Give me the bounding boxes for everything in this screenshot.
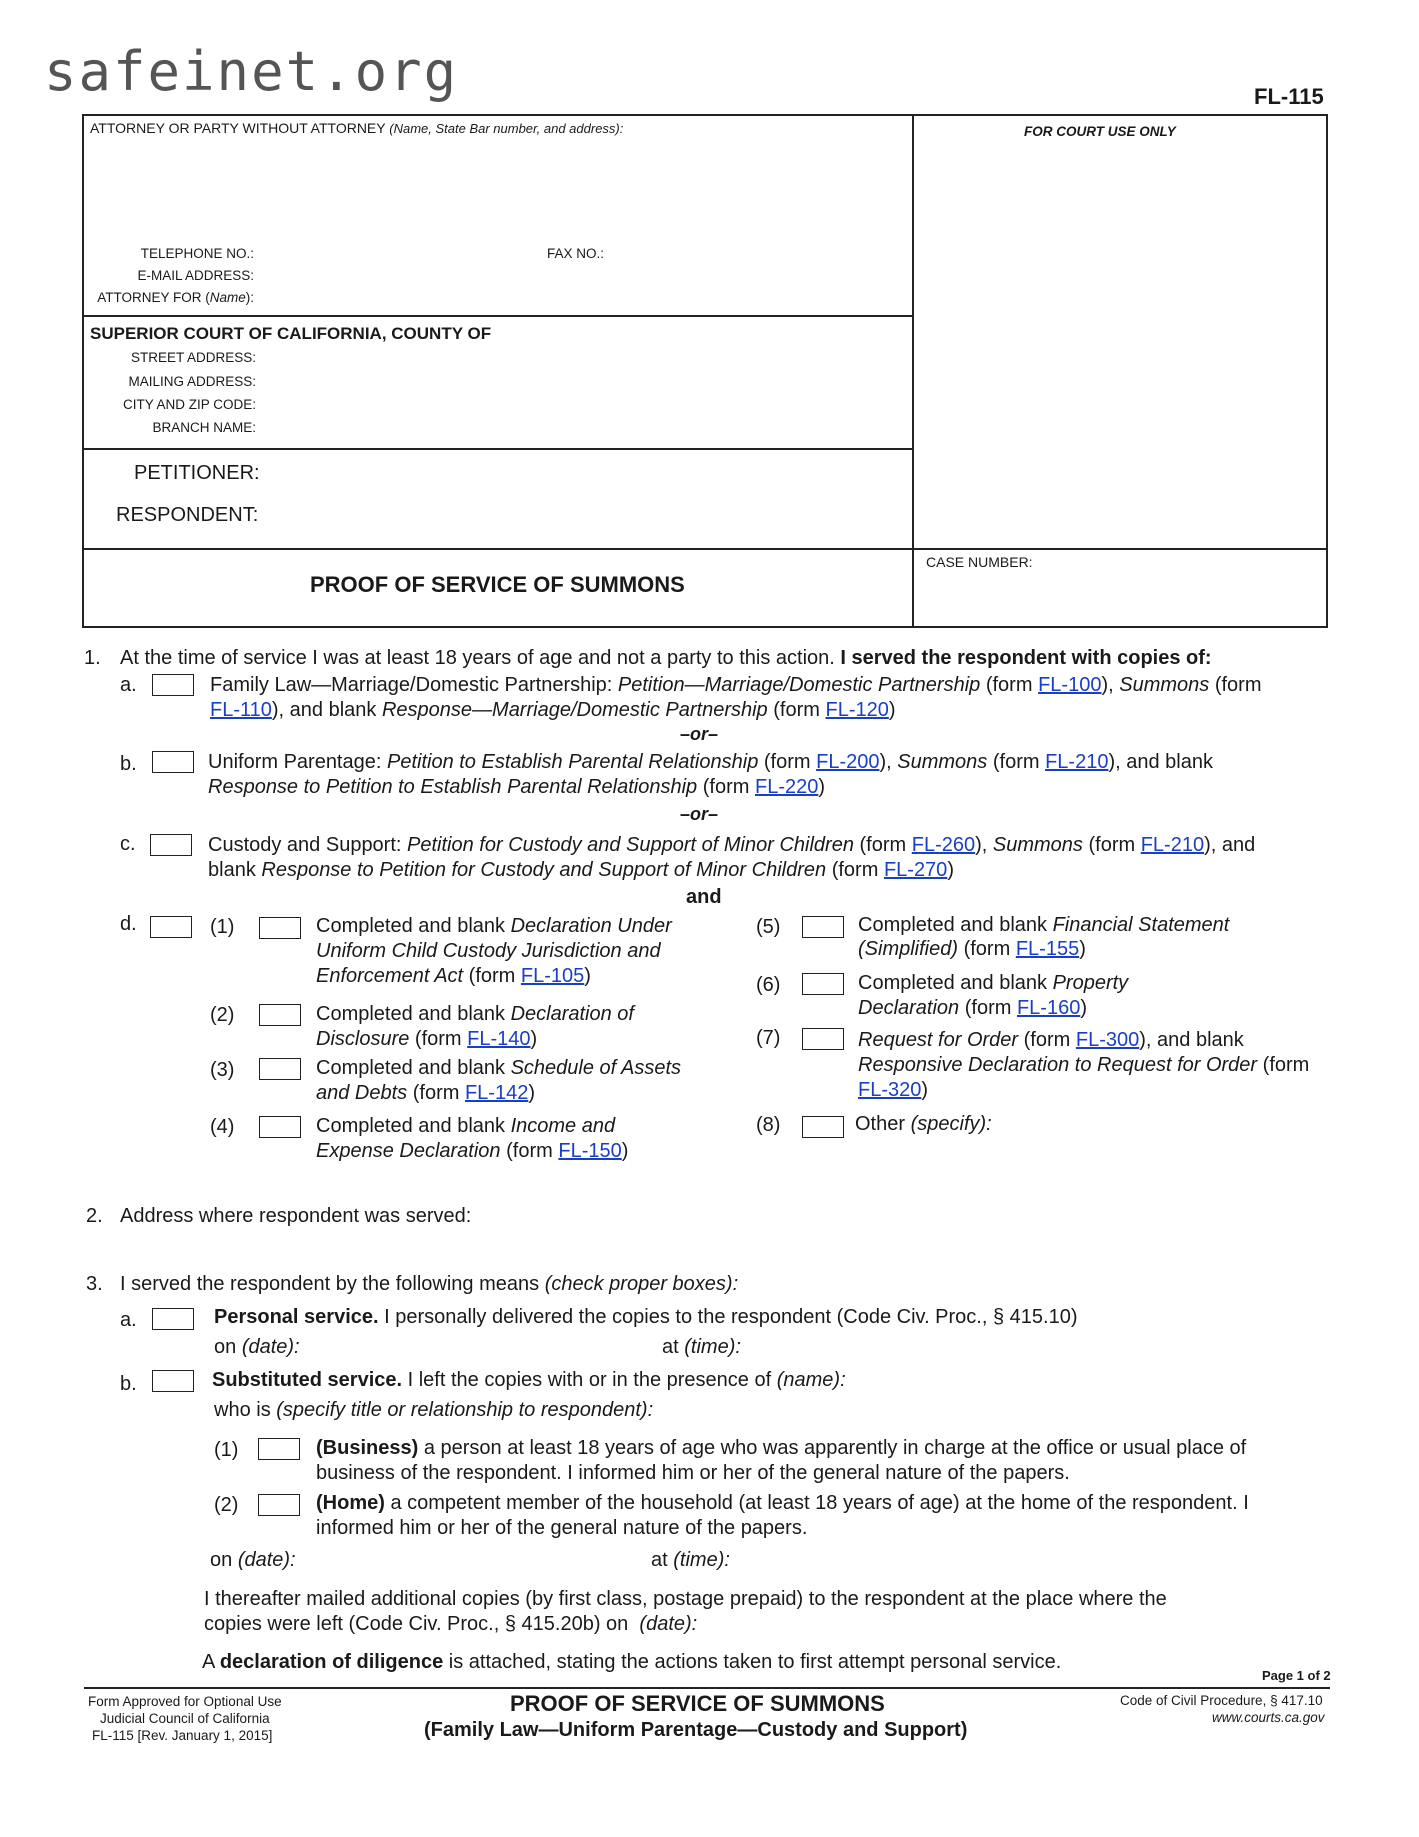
item1a-line1	[210, 673, 1262, 698]
item3a-bold: Personal service.	[214, 1306, 379, 1328]
item3b-mail-line2	[204, 1612, 697, 1637]
attorney-for-name: Name	[209, 290, 246, 305]
item1b-line1	[208, 750, 1213, 775]
attorney-for-text: ATTORNEY FOR (	[97, 290, 210, 305]
footer-right-2: www.courts.ca.gov	[1212, 1710, 1325, 1725]
item3b1-text: a person at least 18 years of age who was apparently in charge at the office or usual place of	[423, 1437, 1247, 1459]
attorney-for-label	[80, 290, 254, 305]
item3a-on: on	[214, 1336, 237, 1358]
item1b-form: (form	[763, 751, 811, 773]
item1d6-line1	[858, 971, 1128, 996]
item3-hint: (check proper boxes):	[544, 1273, 739, 1295]
item1d3-line1	[316, 1056, 681, 1081]
and-separator: and	[686, 886, 722, 908]
diligence-line	[202, 1650, 1061, 1675]
item3b2-checkbox[interactable]	[258, 1494, 300, 1516]
item1c-summons: Summons	[992, 834, 1083, 856]
item1d8-number: (8)	[756, 1114, 781, 1136]
item1c-line1	[208, 833, 1255, 858]
item1d6-end: )	[1080, 997, 1088, 1019]
item1a-post: ),	[1101, 674, 1114, 696]
item1-number: 1.	[84, 647, 101, 669]
item1d5-line2	[858, 937, 1086, 962]
item3b-line1	[212, 1368, 846, 1393]
link-fl-200[interactable]: FL-200	[816, 751, 880, 773]
item3b-name: (name):	[776, 1369, 846, 1391]
item3a-text: I personally delivered the copies to the respondent (Code Civ. Proc., § 415.10)	[384, 1306, 1078, 1328]
item1d6-form: (form	[964, 997, 1012, 1019]
item3b-mail-date: (date):	[639, 1613, 698, 1635]
court-label: SUPERIOR COURT OF CALIFORNIA, COUNTY OF	[90, 324, 492, 343]
item1c-checkbox[interactable]	[150, 834, 192, 856]
item1c-form3: (form	[831, 859, 879, 881]
attorney-label-hint: (Name, State Bar number, and address):	[389, 121, 624, 136]
attorney-for-end: ):	[245, 290, 254, 305]
item3b-date-line	[210, 1548, 296, 1573]
item1c-end: ), and	[1204, 834, 1256, 856]
item1d3-form: (form	[412, 1082, 460, 1104]
item1d2-italic: Declaration of	[510, 1003, 634, 1025]
link-fl-100[interactable]: FL-100	[1038, 674, 1102, 696]
item1d4-line1	[316, 1114, 615, 1139]
item1d2-italic2: Disclosure	[316, 1028, 410, 1050]
item1d4-italic: Income and	[510, 1115, 616, 1137]
item1d7-form2: (form	[1262, 1054, 1310, 1076]
item1d5-italic2: (Simplified)	[858, 938, 959, 960]
item1d7-number: (7)	[756, 1027, 781, 1049]
item1-intro: At the time of service I was at least 18 years of age and not a party to this action.	[120, 647, 835, 669]
form-number: FL-115	[1254, 84, 1324, 109]
item3b-time: (time):	[673, 1549, 730, 1571]
item1d5-text: Completed and blank	[858, 914, 1048, 936]
item1d3-checkbox[interactable]	[259, 1058, 301, 1080]
item1d1-line1	[316, 914, 672, 939]
item1d4-text: Completed and blank	[316, 1115, 506, 1137]
item3b-mail-text: copies were left (Code Civ. Proc., § 415.20b) on	[204, 1613, 629, 1635]
item1d4-italic2: Expense Declaration	[316, 1140, 501, 1162]
item1b-italic: Petition to Establish Parental Relationship	[386, 751, 759, 773]
item3b1-line1	[316, 1436, 1246, 1461]
item1d3-text: Completed and blank	[316, 1057, 506, 1079]
item3b-date: (date):	[237, 1549, 296, 1571]
item1d1-italic: Declaration Under	[510, 915, 672, 937]
item1d8-line1	[855, 1112, 992, 1137]
item3-text: I served the respondent by the following means	[120, 1273, 540, 1295]
item1a-form2: (form	[1214, 674, 1262, 696]
item1b-summons: Summons	[897, 751, 988, 773]
item1d7-italic2: Responsive Declaration to Request for Order	[858, 1054, 1258, 1076]
item1d7-blank: ), and blank	[1139, 1029, 1244, 1051]
item1d5-line1	[858, 913, 1229, 938]
item1a-summons: Summons	[1119, 674, 1210, 696]
item1b-close: )	[818, 776, 826, 798]
item1b-letter: b.	[120, 753, 137, 775]
item3-heading	[86, 1272, 738, 1297]
item1d6-italic: Property	[1052, 972, 1129, 994]
item3-number: 3.	[86, 1273, 103, 1295]
item3b-checkbox[interactable]	[152, 1370, 194, 1392]
item3b-time-line	[651, 1548, 730, 1573]
item1d4-form: (form	[506, 1140, 553, 1162]
item1a-end: )	[888, 699, 896, 721]
item1d7-end: )	[921, 1079, 929, 1101]
item1d7-checkbox[interactable]	[802, 1028, 844, 1050]
link-fl-105[interactable]: FL-105	[520, 965, 585, 987]
item1d1-number: (1)	[210, 916, 235, 938]
item1d5-italic: Financial Statement	[1052, 914, 1230, 936]
item1d6-checkbox[interactable]	[802, 973, 844, 995]
item1d-letter: d.	[120, 913, 137, 935]
item1d6-line2	[858, 996, 1087, 1021]
email-label: E-MAIL ADDRESS:	[137, 268, 254, 283]
item1b-checkbox[interactable]	[152, 751, 194, 773]
item3b2-text: a competent member of the household (at least 18 years of age) at the home of the respondent. I	[390, 1492, 1249, 1514]
item1d3-italic: Schedule of Assets	[510, 1057, 682, 1079]
item1d5-end: )	[1079, 938, 1086, 960]
attorney-label	[90, 120, 623, 136]
item1d3-number: (3)	[210, 1059, 235, 1081]
item1d2-text: Completed and blank	[316, 1003, 506, 1025]
item1-intro-bold: I served the respondent with copies of:	[840, 647, 1212, 669]
case-number-label: CASE NUMBER:	[926, 554, 1033, 570]
link-fl-160[interactable]: FL-160	[1016, 997, 1081, 1019]
footer-left-1: Form Approved for Optional Use	[88, 1694, 282, 1709]
item3b-line2	[214, 1398, 653, 1423]
document-title: PROOF OF SERVICE OF SUMMONS	[310, 572, 685, 597]
item1a-italic: Petition—Marriage/Domestic Partnership	[617, 674, 981, 696]
item1c-close: )	[947, 859, 954, 881]
item1d6-text: Completed and blank	[858, 972, 1048, 994]
page-indicator: Page 1 of 2	[1262, 1668, 1331, 1683]
fax-label: FAX NO.:	[546, 246, 604, 261]
item1d4-end: )	[621, 1140, 629, 1162]
item3b-who: who is	[214, 1399, 271, 1421]
item1d1-italic2: Uniform Child Custody Jurisdiction and	[316, 940, 661, 962]
item3a-line1	[214, 1305, 1077, 1330]
item1d2-checkbox[interactable]	[259, 1004, 301, 1026]
footer-title: PROOF OF SERVICE OF SUMMONS	[510, 1691, 885, 1716]
item3b-mail-line1: I thereafter mailed additional copies (by first class, postage prepaid) to the respondent at the place where the	[204, 1588, 1167, 1610]
item1a-checkbox[interactable]	[152, 674, 194, 696]
link-fl-300[interactable]: FL-300	[1075, 1029, 1140, 1051]
item1b-response: Response to Petition to Establish Parental Relationship	[208, 776, 698, 798]
item3b-text: I left the copies with or in the presence of	[407, 1369, 772, 1391]
item1c-italic: Petition for Custody and Support of Minor Children	[407, 834, 854, 856]
item1d4-number: (4)	[210, 1116, 235, 1138]
item3b1-line2: business of the respondent. I informed him or her of the general nature of the papers.	[316, 1462, 1070, 1484]
or-separator-1: –or–	[680, 724, 719, 744]
item2-heading	[86, 1204, 471, 1229]
item1d1-end: )	[584, 965, 591, 987]
item3a-at: at	[662, 1336, 679, 1358]
item1d1-text: Completed and blank	[316, 915, 506, 937]
footer-subtitle: (Family Law—Uniform Parentage—Custody and Support)	[424, 1719, 968, 1741]
petitioner-label: PETITIONER:	[134, 462, 260, 484]
item3a-checkbox[interactable]	[152, 1308, 194, 1330]
item1d3-line2	[316, 1081, 535, 1106]
link-fl-110[interactable]: FL-110	[210, 699, 272, 721]
item1b-pre: Uniform Parentage:	[208, 751, 382, 773]
item1d1-line3	[316, 964, 591, 989]
link-fl-260[interactable]: FL-260	[911, 834, 976, 856]
watermark-text: safeinet.org	[44, 40, 459, 103]
item1d2-line2	[316, 1027, 537, 1052]
city-zip-label: CITY AND ZIP CODE:	[122, 397, 256, 412]
item1d8-checkbox[interactable]	[802, 1116, 844, 1138]
item3b-letter: b.	[120, 1373, 137, 1395]
link-fl-210-c[interactable]: FL-210	[1140, 834, 1205, 856]
item1c-form2: (form	[1088, 834, 1136, 856]
or-separator-2: –or–	[680, 804, 719, 824]
item1d7-italic: Request for Order	[858, 1029, 1019, 1051]
respondent-label: RESPONDENT:	[116, 504, 259, 526]
item1b-form2: (form	[992, 751, 1040, 773]
item3a-time-line	[662, 1335, 741, 1360]
footer-left-3: FL-115 [Rev. January 1, 2015]	[92, 1728, 273, 1743]
item1d7-line1	[858, 1028, 1244, 1053]
item1a-form: (form	[985, 674, 1033, 696]
item1d1-italic3: Enforcement Act	[316, 965, 464, 987]
item1d6-italic2: Declaration	[858, 997, 960, 1019]
link-fl-142[interactable]: FL-142	[464, 1082, 529, 1104]
link-fl-210-b[interactable]: FL-210	[1045, 751, 1109, 773]
item3b2-line1	[316, 1491, 1249, 1516]
item1c-response: Response to Petition for Custody and Support of Minor Children	[261, 859, 827, 881]
attorney-label-text: ATTORNEY OR PARTY WITHOUT ATTORNEY	[90, 120, 386, 136]
mailing-address-label: MAILING ADDRESS:	[128, 374, 256, 389]
diligence-bold: declaration of diligence	[219, 1651, 444, 1673]
item1d2-end: )	[530, 1028, 538, 1050]
item3b2-line2: informed him or her of the general nature of the papers.	[316, 1517, 808, 1539]
item1d5-number: (5)	[756, 916, 781, 938]
link-fl-140[interactable]: FL-140	[467, 1028, 531, 1050]
item1c-pre: Custody and Support:	[208, 834, 402, 856]
footer-left-2: Judicial Council of California	[100, 1711, 270, 1726]
item1a-line2	[210, 698, 896, 723]
footer-right-1: Code of Civil Procedure, § 417.10	[1120, 1693, 1323, 1708]
item1c-form: (form	[859, 834, 907, 856]
item1b-form3: (form	[702, 776, 750, 798]
item1a-blank: ), and blank	[271, 699, 377, 721]
item1d4-checkbox[interactable]	[259, 1116, 301, 1138]
item1a-form3: (form	[773, 699, 820, 721]
item1a-response: Response—Marriage/Domestic Partnership	[381, 699, 768, 721]
footer-rule	[84, 1687, 1330, 1689]
item1c-post: ),	[975, 834, 988, 856]
item1d8-text: Other	[855, 1113, 906, 1135]
item1d5-form: (form	[963, 938, 1011, 960]
court-use-label: FOR COURT USE ONLY	[1024, 124, 1176, 139]
item3b1-checkbox[interactable]	[258, 1438, 300, 1460]
item1d5-checkbox[interactable]	[802, 916, 844, 938]
item1a-letter: a.	[120, 674, 137, 696]
item1d8-italic: (specify):	[910, 1113, 992, 1135]
item1d6-number: (6)	[756, 974, 781, 996]
item3a-letter: a.	[120, 1309, 137, 1331]
link-fl-320[interactable]: FL-320	[858, 1079, 922, 1101]
item1d1-form: (form	[468, 965, 516, 987]
item1c-letter: c.	[120, 833, 136, 855]
item1d4-line2	[316, 1139, 628, 1164]
branch-name-label: BRANCH NAME:	[152, 420, 256, 435]
item3b2-bold: (Home)	[316, 1492, 385, 1514]
street-address-label: STREET ADDRESS:	[130, 350, 256, 365]
item3b-on: on	[210, 1549, 233, 1571]
item3b-at: at	[651, 1549, 668, 1571]
item3a-date: (date):	[241, 1336, 300, 1358]
item1-heading	[84, 646, 1212, 671]
item1d7-line3	[858, 1078, 928, 1103]
item1d2-number: (2)	[210, 1004, 235, 1026]
item2-number: 2.	[86, 1205, 103, 1227]
item1d3-italic2: and Debts	[316, 1082, 408, 1104]
item3b2-number: (2)	[214, 1494, 239, 1516]
item3b1-number: (1)	[214, 1439, 239, 1461]
item1a-pre: Family Law—Marriage/Domestic Partnership:	[210, 674, 613, 696]
item2-text: Address where respondent was served:	[120, 1205, 472, 1227]
item1d-checkbox[interactable]	[150, 916, 192, 938]
diligence-pre: A	[202, 1651, 215, 1673]
item3b1-bold: (Business)	[316, 1437, 419, 1459]
link-fl-150[interactable]: FL-150	[558, 1140, 622, 1162]
item1b-post: ),	[879, 751, 892, 773]
item1d7-form: (form	[1023, 1029, 1071, 1051]
link-fl-120[interactable]: FL-120	[825, 699, 889, 721]
link-fl-270[interactable]: FL-270	[883, 859, 948, 881]
item3a-time: (time):	[684, 1336, 741, 1358]
item1d2-line1	[316, 1002, 634, 1027]
item1d3-end: )	[528, 1082, 536, 1104]
link-fl-220[interactable]: FL-220	[754, 776, 819, 798]
item1c-blank: blank	[208, 859, 256, 881]
item1d1-checkbox[interactable]	[259, 917, 301, 939]
item1b-line2	[208, 775, 825, 800]
link-fl-155[interactable]: FL-155	[1015, 938, 1080, 960]
item3b-bold: Substituted service.	[212, 1369, 403, 1391]
item1d2-form: (form	[414, 1028, 462, 1050]
item3a-date-line	[214, 1335, 300, 1360]
telephone-label: TELEPHONE NO.:	[140, 246, 254, 261]
item3b-who-hint: (specify title or relationship to respondent):	[276, 1399, 654, 1421]
item1c-line2	[208, 858, 954, 883]
item1d1-line2	[316, 939, 661, 964]
diligence-post: is attached, stating the actions taken to first attempt personal service.	[448, 1651, 1062, 1673]
item1b-end: ), and blank	[1108, 751, 1213, 773]
item1d7-line2	[858, 1053, 1309, 1078]
